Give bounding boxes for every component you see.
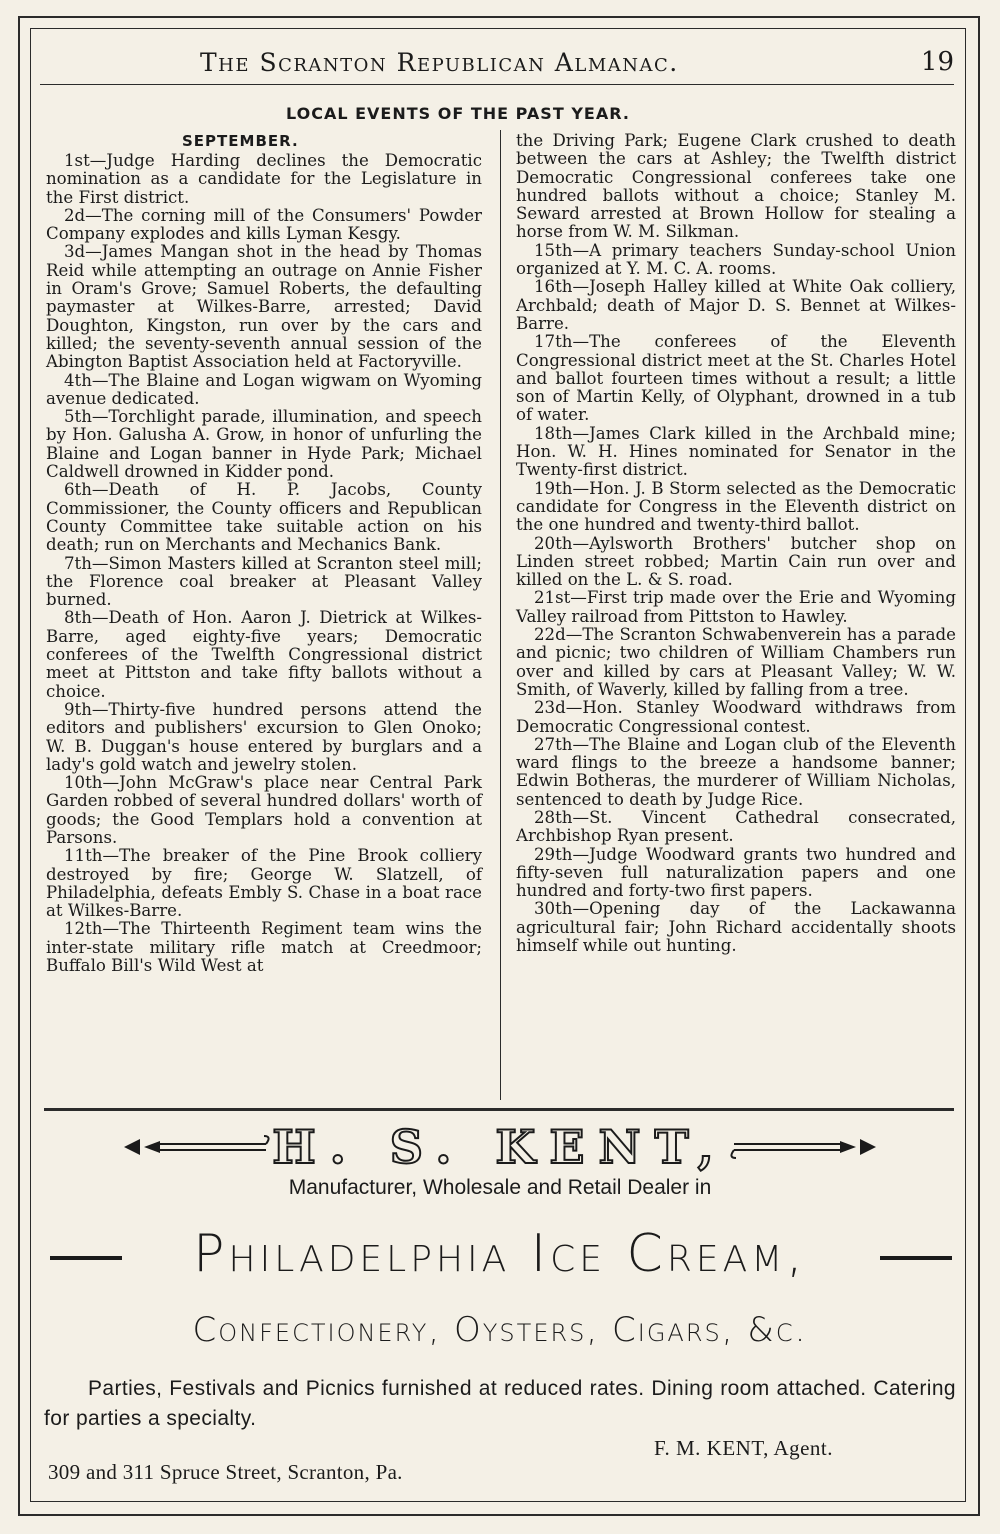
event-entry: 9th—Thirty-five hundred persons attend the editors and publishers' excursion to Glen Onoko; W. B. Duggan's house entered by burglars and a lady's gold watch and jewelry stolen. (46, 699, 482, 774)
event-entry: 18th—James Clark killed in the Archbald mine; Hon. W. H. Hines nominated for Senator in the Twenty-first district. (516, 423, 956, 480)
event-entry: 7th—Simon Masters killed at Scranton steel mill; the Florence coal breaker at Pleasant Valley burned. (46, 553, 482, 610)
event-entry: 30th—Opening day of the Lackawanna agricultural fair; John Richard accidentally shoots himself while out hunting. (516, 899, 956, 956)
right-column (516, 132, 956, 955)
event-entry: 21st—First trip made over the Erie and Wyoming Valley railroad from Pittston to Hawley. (516, 588, 956, 626)
event-entry: 27th—The Blaine and Logan club of the Eleventh ward flings to the breeze a handsome banner; Edwin Botheras, the murderer of William Nicholas, sentenced to death by Judge Rice. (516, 734, 956, 809)
page-number: 19 (920, 47, 954, 77)
event-entry: 23d—Hon. Stanley Woodward withdraws from Democratic Congressional contest. (516, 698, 956, 736)
event-entry-continued: the Driving Park; Eugene Clark crushed to death between the cars at Ashley; the Twelfth district Democratic Congressional conferees take one hundred ballots without a choice; Stanley M. Seward arrested at Brown Hollow for stealing a horse from W. M. Silkman. (516, 131, 956, 242)
advertisement-body: Parties, Festivals and Picnics furnished at reduced rates. Dining room attached. Catering for parties a specialty. (44, 1377, 956, 1430)
advertiser-description: Manufacturer, Wholesale and Retail Dealer in (288, 1176, 712, 1199)
event-entry: 19th—Hon. J. B Storm selected as the Democratic candidate for Congress in the Eleventh district on the one hundred and twenty-third ballot. (516, 478, 956, 535)
event-entry: 20th—Aylsworth Brothers' butcher shop on Linden street robbed; Martin Cain run over and killed on the L. & S. road. (516, 533, 956, 590)
advertisement-subline: Confectionery, Oysters, Cigars, &c. (192, 1310, 808, 1350)
event-entry: 6th—Death of H. P. Jacobs, County Commissioner, the County officers and Republican County Committee take suitable action on his death; run on Merchants and Mechanics Bank. (46, 480, 482, 555)
event-entry: 1st—Judge Harding declines the Democratic nomination as a candidate for the Legislature in the First district. (46, 151, 482, 207)
advertisement-rule (44, 1108, 954, 1111)
column-divider (500, 130, 501, 1100)
event-entry: 8th—Death of Hon. Aaron J. Dietrick at Wilkes-Barre, aged eighty-five years; Democratic conferees of the Twelfth Congressional district meet at Pittston and take fifty ballots without a choice. (46, 608, 482, 701)
headline-dash-right (880, 1256, 952, 1260)
event-entry: 3d—James Mangan shot in the head by Thomas Reid while attempting an outrage on Annie Fisher in Oram's Grove; Samuel Roberts, the defaulting paymaster at Wilkes-Barre, arrested; David Doughton, Kingston, run over by the cars and killed; the seventy-seventh annual session of the Abington Baptist Association held at Factoryville. (46, 242, 482, 372)
event-entry: 10th—John McGraw's place near Central Park Garden robbed of several hundred dollars' worth of goods; the Good Templars hold a convention at Parsons. (46, 773, 482, 847)
section-title: LOCAL EVENTS OF THE PAST YEAR. (286, 104, 630, 123)
page-header (40, 44, 954, 85)
event-entry: 4th—The Blaine and Logan wigwam on Wyoming avenue dedicated. (46, 370, 482, 408)
advertisement-address: 309 and 311 Spruce Street, Scranton, Pa. (48, 1460, 403, 1484)
running-title: The Scranton Republican Almanac. (200, 48, 679, 77)
event-entry: 2d—The corning mill of the Consumers' Powder Company explodes and kills Lyman Kesgy. (46, 205, 482, 244)
left-column (46, 132, 482, 975)
event-entry: 28th—St. Vincent Cathedral consecrated, Archbishop Ryan present. (516, 807, 956, 846)
event-entry: 15th—A primary teachers Sunday-school Union organized at Y. M. C. A. rooms. (516, 240, 956, 279)
event-entry: 16th—Joseph Halley killed at White Oak colliery, Archbald; death of Major D. S. Bennet at Wilkes-Barre. (516, 277, 956, 333)
advertisement-headline: Philadelphia Ice Cream, (193, 1224, 807, 1284)
advertiser-name: H. S. KENT, (272, 1120, 728, 1174)
event-entry: 5th—Torchlight parade, illumination, and speech by Hon. Galusha A. Grow, in honor of unfurling the Blaine and Logan banner in Hyde Park; Michael Caldwell drowned in Kidder pond. (46, 407, 482, 482)
event-entry: 12th—The Thirteenth Regiment team wins the inter-state military rifle match at Creedmoor; Buffalo Bill's Wild West at (46, 919, 482, 976)
event-entry: 29th—Judge Woodward grants two hundred and fifty-seven full naturalization papers and one hundred and forty-two first papers. (516, 844, 956, 901)
month-heading: SEPTEMBER. (182, 132, 299, 150)
advertisement-agent: F. M. KENT, Agent. (654, 1436, 834, 1460)
event-entry: 22d—The Scranton Schwabenverein has a parade and picnic; two children of William Chambers run over and killed by cars at Pleasant Valley; W. W. Smith, of Waverly, killed by falling from a tree. (516, 625, 956, 699)
event-entry: 11th—The breaker of the Pine Brook colliery destroyed by fire; George W. Slatzell, of Philadelphia, defeats Embly S. Chase in a boat race at Wilkes-Barre. (46, 846, 482, 921)
event-entry: 17th—The conferees of the Eleventh Congressional district meet at the St. Charles Hotel and ballot fourteen times without a result; a little son of Martin Kelly, of Olyphant, drowned in a tub of water. (516, 332, 956, 425)
